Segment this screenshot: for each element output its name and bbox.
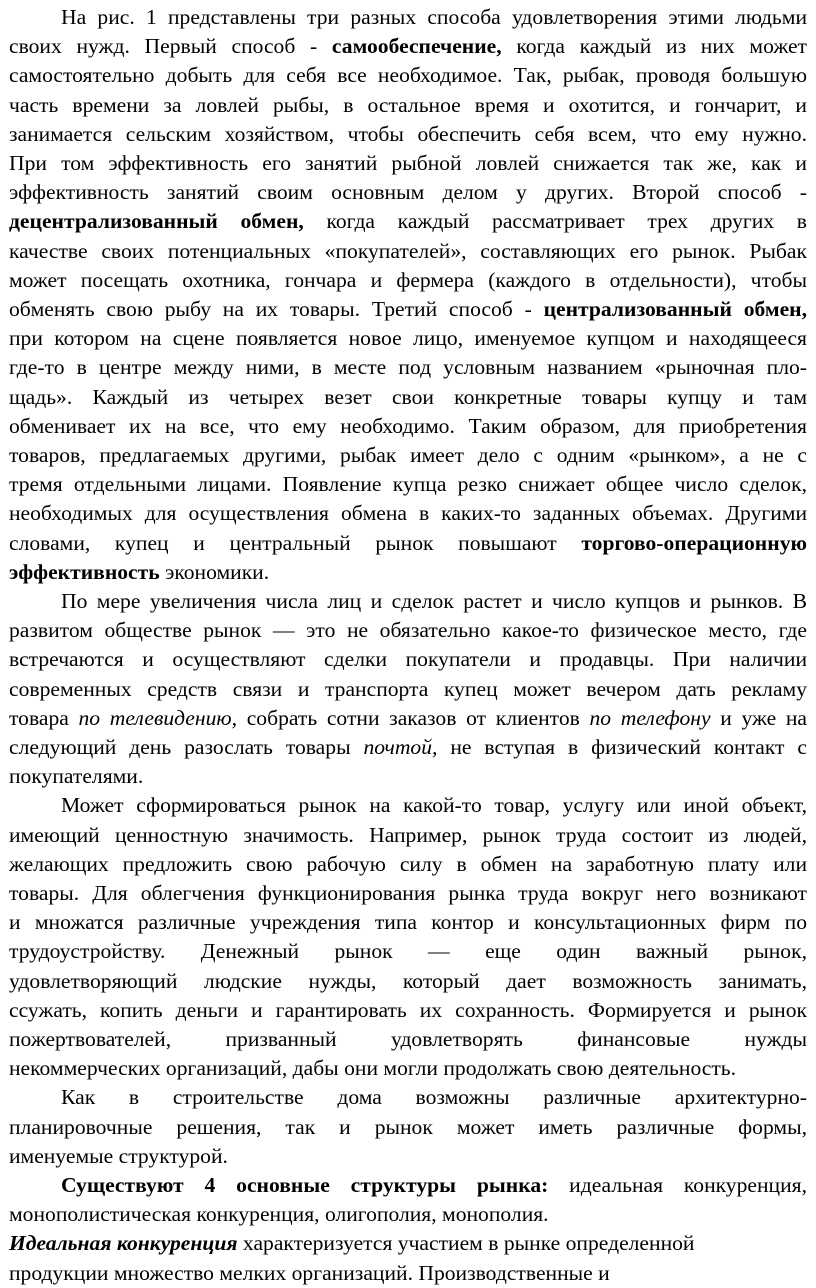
text-line <box>9 529 807 558</box>
text-run: товаров, предлагаемых другими, рыбак имеет дело с одним «рынком», а не с <box>9 443 807 467</box>
text-line <box>9 908 807 937</box>
text-run: По мере увеличения числа лиц и сделок растет и число купцов и рынков. В <box>61 589 807 613</box>
text-run: словами, купец и центральный рынок повышают <box>9 530 582 555</box>
text-run: монополистическая конкуренция, олигополия, монополия. <box>9 1202 549 1227</box>
text-line <box>9 967 807 996</box>
text-run: качестве своих потенциальных «покупателей», составляющих его рынок. Рыбак <box>9 238 807 263</box>
text-line <box>9 704 807 733</box>
text-line <box>9 1259 807 1288</box>
text-run: может посещать охотника, гончара и фермера (каждого в отдельности), чтобы <box>9 267 807 292</box>
text-run: экономики. <box>159 559 270 584</box>
text-line <box>9 324 807 353</box>
text-run: самостоятельно добыть для себя все необходимое. Так, рыбак, проводя большую <box>9 63 807 88</box>
emphasized-text: централизованный обмен, <box>543 297 807 321</box>
text-run: щадь». Каждый из четырех везет свои конкретные товары купцу и там <box>9 384 807 409</box>
text-run: когда каждый из них может <box>501 34 807 59</box>
text-line <box>61 791 807 820</box>
text-run: ссужать, копить деньги и гарантировать их сохранность. Формируется и рынок <box>9 997 807 1022</box>
text-line <box>9 879 807 908</box>
text-run: На рис. 1 представлены три разных способа удовлетворения этими людьми <box>61 5 807 29</box>
text-run: Как в строительстве дома возможны различные архитектурно- <box>61 1085 807 1110</box>
text-run: собрать сотни заказов от клиентов <box>237 705 590 730</box>
text-line <box>9 733 807 762</box>
emphasized-text: Идеальная конкуренция <box>9 1231 238 1256</box>
text-line <box>9 1229 807 1258</box>
text-line <box>61 1171 807 1200</box>
text-line <box>9 616 807 645</box>
emphasized-text: по телефону <box>589 705 711 730</box>
text-run: следующий день разослать товары <box>9 735 364 759</box>
text-line <box>9 996 807 1025</box>
text-line <box>9 383 807 412</box>
text-line <box>9 499 807 528</box>
text-line <box>9 1054 807 1083</box>
text-run: современных средств связи и транспорта купец может вечером дать рекламу <box>9 676 807 701</box>
text-line <box>9 675 807 704</box>
text-run: продукции множество мелких организаций. Производственные и <box>9 1260 610 1285</box>
text-run: когда каждый рассматривает трех других в <box>303 209 807 234</box>
emphasized-text: эффективность <box>9 559 160 584</box>
text-run: и уже на <box>710 705 807 730</box>
emphasized-text: по телевидению, <box>78 705 238 730</box>
text-line <box>9 120 807 149</box>
text-line <box>9 237 807 266</box>
text-run: товара <box>9 705 79 730</box>
text-line <box>9 1025 807 1054</box>
text-run: пожертвователей, призванный удовлетворять финансовые нужды <box>9 1027 807 1051</box>
text-line <box>9 1200 807 1229</box>
text-line <box>61 587 807 616</box>
text-run: некоммерческих организаций, дабы они могли продолжать свою деятельность. <box>9 1056 737 1081</box>
text-run: и множатся различные учреждения типа контор и консультационных фирм по <box>9 910 807 935</box>
text-line <box>9 850 807 879</box>
text-run: характеризуется участием в рынке определенной <box>237 1231 695 1256</box>
text-run: при котором на сцене появляется новое лицо, именуемое купцом и находящееся <box>9 326 807 351</box>
text-line <box>9 32 807 61</box>
text-line <box>61 1083 807 1112</box>
text-run: товары. Для облегчения функционирования рынка труда вокруг него возникают <box>9 881 807 905</box>
text-line <box>9 91 807 120</box>
text-run: эффективность занятий своим основным делом у других. Второй способ - <box>9 180 807 205</box>
text-run: удовлетворяющий людские нужды, который дает возможность занимать, <box>9 968 807 993</box>
text-run: встречаются и осуществляют сделки покупатели и продавцы. При наличии <box>9 647 807 672</box>
text-line <box>9 645 807 674</box>
text-run: необходимых для осуществления обмена в каких-то заданных объемах. Другими <box>9 501 807 526</box>
text-line <box>9 61 807 90</box>
text-line <box>9 353 807 382</box>
text-line <box>9 821 807 850</box>
text-run: желающих предложить свою рабочую силу в обмен на заработную плату или <box>9 851 807 876</box>
text-line <box>9 937 807 966</box>
text-line <box>9 1113 807 1142</box>
text-run: занимается сельским хозяйством, чтобы обеспечить себя всем, что ему нужно. <box>9 121 807 146</box>
text-line <box>9 1142 807 1171</box>
text-line <box>9 558 807 587</box>
text-run: тремя отдельными лицами. Появление купца резко снижает общее число сделок, <box>9 472 807 497</box>
text-run: планировочные решения, так и рынок может иметь различные формы, <box>9 1114 807 1139</box>
text-run: обменять свою рыбу на их товары. Третий способ - <box>9 297 544 321</box>
emphasized-text: почтой, <box>363 735 438 759</box>
text-run: развитом обществе рынок — это не обязательно какое-то физическое место, где <box>9 618 807 643</box>
text-line <box>9 441 807 470</box>
text-run: своих нужд. Первый способ - <box>9 34 332 59</box>
text-run: При том эффективность его занятий рыбной ловлей снижается так же, как и <box>9 151 807 175</box>
text-line <box>61 3 807 32</box>
text-line <box>9 412 807 441</box>
text-run: трудоустройству. Денежный рынок — еще один важный рынок, <box>9 939 807 964</box>
emphasized-text: Существуют 4 основные структуры рынка: <box>61 1173 549 1197</box>
text-line <box>9 149 807 178</box>
text-line <box>9 178 807 207</box>
text-run: покупателями. <box>9 764 144 789</box>
text-run: часть времени за ловлей рыбы, в остальное время и охотится, и гончарит, и <box>9 92 807 117</box>
text-run: где-то в центре между ними, в месте под условным названием «рыночная пло- <box>9 355 807 380</box>
emphasized-text: децентрализованный обмен, <box>9 209 304 234</box>
text-line <box>9 762 807 791</box>
text-run: имеющий ценностную значимость. Например, рынок труда состоит из людей, <box>9 822 807 847</box>
text-run: не вступая в физический контакт с <box>437 735 807 759</box>
text-run: идеальная конкуренция, <box>548 1173 807 1197</box>
emphasized-text: торгово-операционную <box>581 530 807 555</box>
text-line <box>9 295 807 324</box>
emphasized-text: самообеспечение, <box>331 34 502 59</box>
text-line <box>9 266 807 295</box>
text-line <box>9 207 807 236</box>
text-run: Может сформироваться рынок на какой-то товар, услугу или иной объект, <box>61 793 807 818</box>
text-run: именуемые структурой. <box>9 1143 228 1168</box>
text-line <box>9 470 807 499</box>
text-run: обменивает их на все, что ему необходимо. Таким образом, для приобретения <box>9 413 807 438</box>
